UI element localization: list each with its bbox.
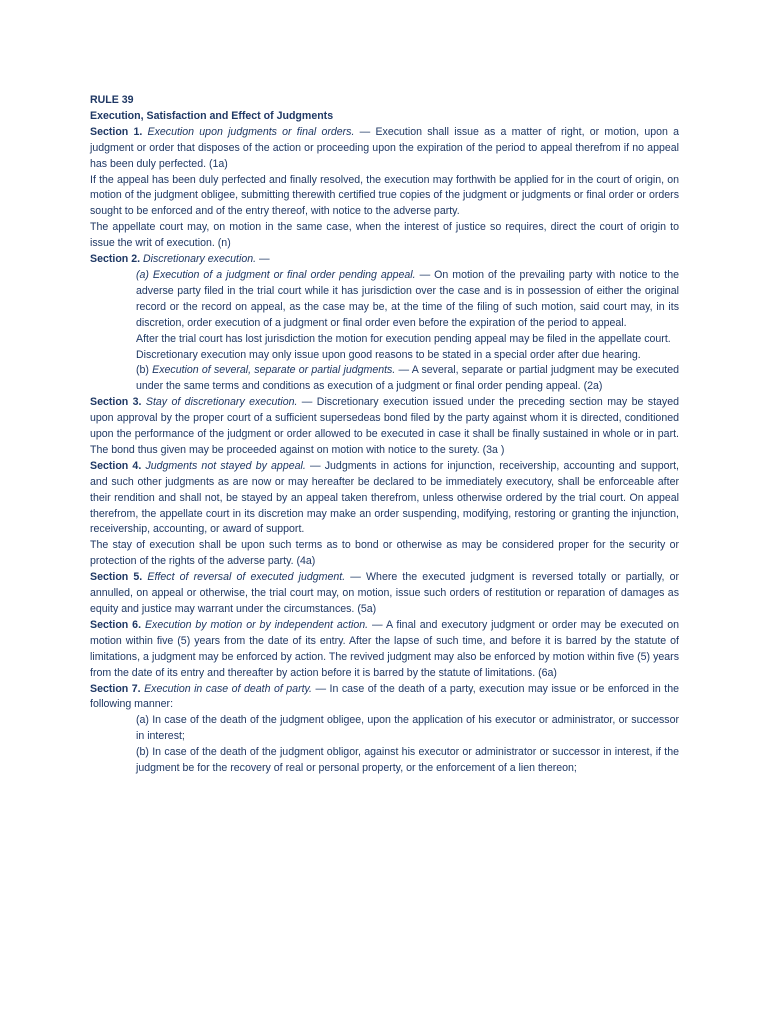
section-1 (90, 125, 679, 173)
section-title: Effect of reversal of executed judgment. (147, 571, 346, 584)
section-title: Discretionary execution. (143, 253, 257, 266)
section-title: Stay of discretionary execution. (145, 396, 298, 409)
rule-title: RULE 39 (90, 94, 134, 106)
paragraph: The stay of execution shall be upon such terms as to bond or otherwise as may be considered proper for the security or protection of the rights of the adverse party. (4a) (90, 539, 679, 568)
section-text: — Execution shall issue as a matter of right, or motion, upon a judgment or order that disposes of the action or proceeding upon the expiration of the period to appeal therefrom if no appeal has been duly perfected. (1a) (90, 125, 679, 170)
section-label: Section 1. (90, 125, 143, 138)
section-title: Execution in case of death of party. (144, 682, 312, 695)
section-title: Execution by motion or by independent action. (144, 618, 369, 631)
subsection-a (136, 268, 679, 332)
section-text: — Where the executed judgment is reversed totally or partially, or annulled, on appeal or otherwise, the trial court may, on motion, issue such orders of restitution or reparation of damages as equity and justice may warrant under the circumstances. (5a) (90, 571, 680, 615)
subsection-title: (a) Execution of a judgment or final order pending appeal. (136, 268, 416, 281)
subsection-prefix: (b) (136, 364, 153, 377)
paragraph: After the trial court has lost jurisdiction the motion for execution pending appeal may be filed in the appellate court. (136, 332, 671, 345)
section-label: Section 5. (90, 571, 143, 584)
section-text: — In case of the death of a party, execution may issue or be enforced in the following manner: (90, 682, 679, 711)
section-2 (90, 252, 679, 268)
subsection-b: (b) In case of the death of the judgment obligor, against his executor or administrator or successor in interest, if the judgment be for the recovery of real or personal property, or the enforcement of a lien thereon; (136, 746, 679, 775)
section-text: — Judgments in actions for injunction, receivership, accounting and support, and such other judgments as are now or may hereafter be declared to be immediately executory, shall be enforceable after their rendition and shall not, be stayed by an appeal taken therefrom, unless otherwise ordered by the trial court. On appeal therefrom, the appellate court in its discretion may make an order suspending, modifying, restoring or granting the injunction, receivership, accounting, or award of support. (90, 459, 679, 536)
section-label: Section 4. (90, 459, 142, 472)
paragraph: The appellate court may, on motion in the same case, when the interest of justice so requires, direct the court of origin to issue the writ of execution. (n) (90, 221, 679, 250)
subsection-text: — A several, separate or partial judgment may be executed under the same terms and conditions as execution of a judgment or final order pending appeal. (2a) (136, 364, 679, 393)
subsection-a: (a) In case of the death of the judgment obligee, upon the application of his executor or administrator, or successor in interest; (136, 714, 679, 743)
section-label: Section 3. (90, 396, 142, 409)
section-text: — A final and executory judgment or order may be executed on motion within five (5) years from the date of its entry. After the lapse of such time, and before it is barred by the statute of limitations, a judgment may be enforced by action. The revived judgment may also be enforced by motion within five (5) years from the date of its entry and thereafter by action before it is barred by the statute of limitations. (6a) (90, 618, 679, 679)
subsection-title: Execution of several, separate or partial judgments. (152, 364, 396, 377)
document-page (90, 93, 679, 777)
section-6 (90, 618, 679, 682)
section-title: Judgments not stayed by appeal. (145, 459, 306, 472)
section-text: — (256, 253, 270, 266)
section-label: Section 6. (90, 618, 142, 631)
section-5 (90, 570, 679, 618)
subsection-b (136, 363, 679, 395)
section-title: Execution upon judgments or final orders. (147, 125, 355, 138)
section-4 (90, 459, 679, 539)
paragraph: Discretionary execution may only issue upon good reasons to be stated in a special order after due hearing. (136, 348, 641, 361)
section-3 (90, 395, 679, 459)
section-7 (90, 682, 679, 714)
paragraph: If the appeal has been duly perfected and finally resolved, the execution may forthwith be applied for in the court of origin, on motion of the judgment obligee, submitting therewith certified true copies of the judgment or judgments or final order or orders sought to be enforced and of the entry thereof, with notice to the adverse party. (90, 173, 679, 218)
section-label: Section 2. (90, 253, 141, 266)
subsection-text: — On motion of the prevailing party with notice to the adverse party filed in the trial court while it has jurisdiction over the case and is in possession of either the original record or the record on appeal, as the case may be, at the time of the filing of such motion, said court may, in its discretion, order execution of a judgment or final order even before the expiration of the period to appeal. (136, 268, 679, 329)
section-label: Section 7. (90, 682, 141, 695)
section-text: — Discretionary execution issued under the preceding section may be stayed upon approval by the proper court of a sufficient supersedeas bond filed by the party against whom it is directed, conditioned upon the performance of the judgment or order allowed to be executed in case it shall be finally sustained in whole or in part. The bond thus given may be proceeded against on motion with notice to the surety. (3a ) (90, 396, 679, 456)
rule-subtitle: Execution, Satisfaction and Effect of Judgments (90, 109, 334, 122)
